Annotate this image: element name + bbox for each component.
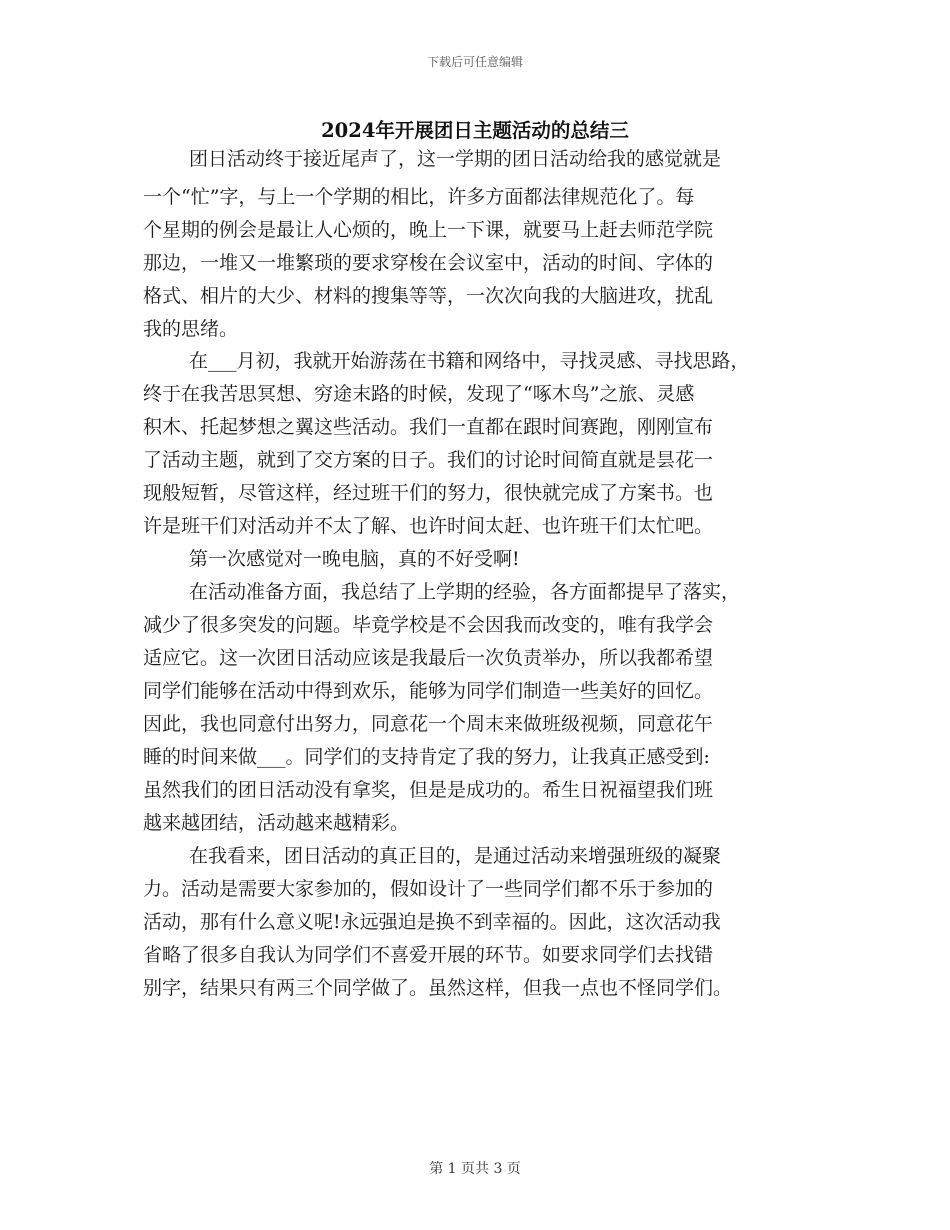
- text-line: 那边，一堆又一堆繁琐的要求穿梭在会议室中，活动的时间、字体的: [143, 252, 714, 274]
- text-line: 现般短暂，尽管这样，经过班干们的努力，很快就完成了方案书。也: [143, 482, 714, 504]
- text-line: 在活动准备方面，我总结了上学期的经验，各方面都提早了落实，: [189, 581, 741, 603]
- text-line: 团日活动终于接近尾声了，这一学期的团日活动给我的感觉就是: [189, 148, 722, 170]
- text-line: 越来越团结，活动越来越精彩。: [143, 812, 410, 834]
- text-line: 活动，那有什么意义呢!永远强迫是换不到幸福的。因此，这次活动我: [143, 911, 721, 933]
- text-line: 力。活动是需要大家参加的，假如设计了一些同学们都不乐于参加的: [143, 878, 714, 900]
- text-line: 因此，我也同意付出努力，同意花一个周末来做班级视频，同意花午: [143, 713, 714, 735]
- text-line: 了活动主题，就到了交方案的日子。我们的讨论时间简直就是昙花一: [143, 449, 714, 471]
- document-title: 2024年开展团日主题活动的总结三: [321, 119, 629, 142]
- text-line: 许是班干们对活动并不太了解、也许时间太赶、也许班干们太忙吧。: [143, 515, 714, 537]
- text-line: 终于在我苦思冥想、穷途末路的时候，发现了“啄木鸟”之旅、灵感: [143, 383, 695, 405]
- text-line: 积木、托起梦想之翼这些活动。我们一直都在跟时间赛跑，刚刚宣布: [143, 416, 714, 438]
- page-footer: 第 1 页共 3 页: [429, 1161, 521, 1177]
- text-line: 省略了很多自我认为同学们不喜爱开展的环节。如要求同学们去找错: [143, 944, 714, 966]
- text-line: 在___月初，我就开始游荡在书籍和网络中，寻找灵感、寻找思路，: [189, 350, 750, 372]
- text-line: 虽然我们的团日活动没有拿奖，但是是成功的。希生日祝福望我们班: [143, 779, 714, 801]
- text-line: 减少了很多突发的问题。毕竟学校是不会因我而改变的，唯有我学会: [143, 614, 714, 636]
- text-line: 个星期的例会是最让人心烦的，晚上一下课，就要马上赶去师范学院: [143, 219, 714, 241]
- text-line: 同学们能够在活动中得到欢乐，能够为同学们制造一些美好的回忆。: [143, 680, 714, 702]
- text-line: 适应它。这一次团日活动应该是我最后一次负责举办，所以我都希望: [143, 647, 714, 669]
- text-line: 睡的时间来做___。同学们的支持肯定了我的努力，让我真正感受到:: [143, 746, 710, 768]
- text-line: 别字，结果只有两三个同学做了。虽然这样，但我一点也不怪同学们。: [143, 977, 733, 999]
- text-line: 我的思绪。: [143, 318, 239, 340]
- text-line: 第一次感觉对一晚电脑，真的不好受啊!: [189, 548, 520, 570]
- text-line: 一个“忙”字，与上一个学期的相比，许多方面都法律规范化了。每: [143, 186, 695, 208]
- text-line: 在我看来，团日活动的真正目的，是通过活动来增强班级的凝聚: [189, 845, 722, 867]
- header-note: 下载后可任意编辑: [426, 55, 523, 69]
- text-line: 格式、相片的大少、材料的搜集等等，一次次向我的大脑进攻，扰乱: [143, 285, 714, 307]
